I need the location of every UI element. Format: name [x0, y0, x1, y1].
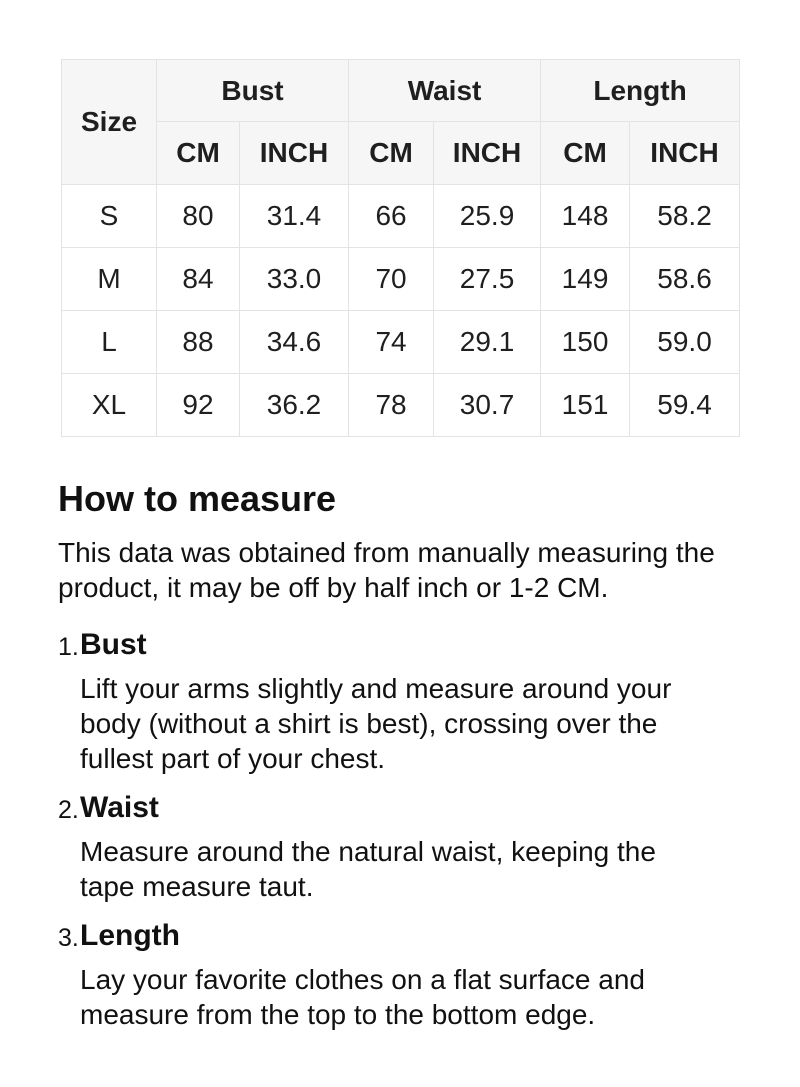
step-body — [80, 916, 742, 1032]
step-term: Bust — [80, 628, 147, 661]
step-length — [58, 916, 742, 1032]
step-number: 3. — [58, 924, 79, 952]
measurement-value: 58.2 — [630, 185, 740, 248]
measurement-value: 58.6 — [630, 248, 740, 311]
measurement-value: 29.1 — [434, 311, 541, 374]
measurement-value: 30.7 — [434, 374, 541, 437]
measurement-value: 80 — [157, 185, 240, 248]
step-body — [80, 625, 742, 776]
step-description: Lift your arms slightly and measure around your body (without a shirt is best), crossing over the fullest part of your chest. — [80, 673, 672, 774]
measurement-value: 78 — [349, 374, 434, 437]
col-header-length: Length — [541, 60, 740, 122]
measurement-value: 84 — [157, 248, 240, 311]
step-bust — [58, 625, 742, 776]
col-header-waist: Waist — [349, 60, 541, 122]
table-unit-header-row — [62, 122, 740, 185]
step-number: 1. — [58, 633, 79, 661]
col-header-size: Size — [62, 60, 157, 185]
unit-header-bust-cm: CM — [157, 122, 240, 185]
unit-header-bust-inch: INCH — [240, 122, 349, 185]
unit-header-length-inch: INCH — [630, 122, 740, 185]
size-label: XL — [62, 374, 157, 437]
size-chart-container — [61, 59, 740, 437]
table-group-header-row — [62, 60, 740, 122]
measure-steps-list — [58, 625, 742, 1032]
measurement-value: 148 — [541, 185, 630, 248]
measurement-value: 66 — [349, 185, 434, 248]
measurement-value: 59.4 — [630, 374, 740, 437]
step-number: 2. — [58, 796, 79, 824]
measurement-value: 25.9 — [434, 185, 541, 248]
measurement-value: 27.5 — [434, 248, 541, 311]
table-row-l — [62, 311, 740, 374]
measurement-value: 34.6 — [240, 311, 349, 374]
measurement-value: 149 — [541, 248, 630, 311]
size-label: S — [62, 185, 157, 248]
measurement-value: 33.0 — [240, 248, 349, 311]
step-body — [80, 788, 742, 904]
measurement-value: 150 — [541, 311, 630, 374]
col-header-bust: Bust — [157, 60, 349, 122]
measurement-value: 92 — [157, 374, 240, 437]
measurement-value: 70 — [349, 248, 434, 311]
how-to-measure-section — [58, 477, 742, 1044]
step-description: Measure around the natural waist, keeping the tape measure taut. — [80, 836, 656, 902]
step-term: Length — [80, 919, 180, 952]
size-chart-table — [61, 59, 740, 437]
table-row-s — [62, 185, 740, 248]
unit-header-waist-cm: CM — [349, 122, 434, 185]
step-term: Waist — [80, 791, 159, 824]
unit-header-length-cm: CM — [541, 122, 630, 185]
measurement-value: 74 — [349, 311, 434, 374]
step-description: Lay your favorite clothes on a flat surface and measure from the top to the bottom edge. — [80, 964, 645, 1030]
unit-header-waist-inch: INCH — [434, 122, 541, 185]
measurement-value: 59.0 — [630, 311, 740, 374]
intro-text: This data was obtained from manually measuring the product, it may be off by half inch or 1-2 CM. — [58, 537, 715, 603]
measurement-value: 36.2 — [240, 374, 349, 437]
measurement-value: 31.4 — [240, 185, 349, 248]
step-waist — [58, 788, 742, 904]
table-row-m — [62, 248, 740, 311]
table-row-xl — [62, 374, 740, 437]
section-title: How to measure — [58, 478, 337, 519]
size-label: L — [62, 311, 157, 374]
measurement-value: 151 — [541, 374, 630, 437]
size-label: M — [62, 248, 157, 311]
measurement-value: 88 — [157, 311, 240, 374]
